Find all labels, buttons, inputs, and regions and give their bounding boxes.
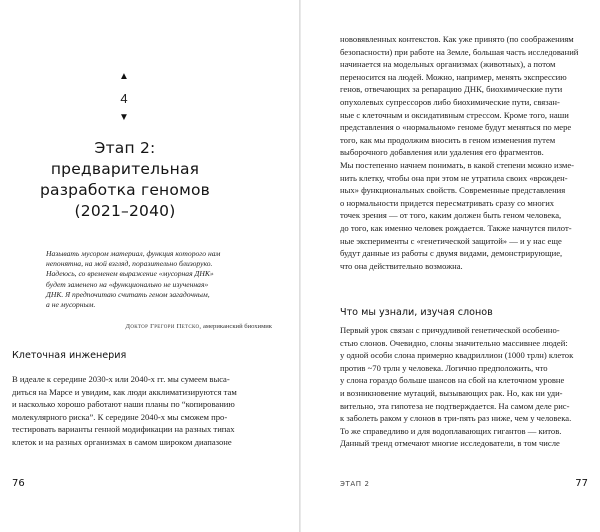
text-line: выборочного добавления или удаления его фрагментов. [340, 147, 544, 158]
text-line: молекулярного риска”. К середине 2040-х мы сможем про- [12, 411, 228, 422]
text-line: ные эксперименты с «генетической защитой» — и у нас еще [340, 235, 562, 246]
text-line: То же справедливо и для водоплавающих гигантов — китов. [340, 425, 562, 436]
right-page [301, 0, 600, 532]
text-line: диться на Марсе и увидим, как люди акклиматизируются там [12, 386, 237, 397]
section-heading: Клеточная инженерия [12, 350, 127, 361]
text-line: точек зрения — от того, каким должен быть геном человека, [340, 210, 562, 221]
chapter-marker [0, 72, 248, 123]
text-line: Мы постепенно начнем понимать, в какой степени можно изме- [340, 159, 575, 170]
chapter-title-line: предварительная [50, 160, 200, 178]
text-line: Первый урок связан с причудливой генетической особенно- [340, 325, 560, 335]
text-line: у слона гораздо больше шансов на сбой на клеточном уровне [340, 375, 565, 386]
page-number: 77 [575, 478, 588, 489]
epigraph-line: будет заменено на «функционально не изученная» [46, 279, 209, 289]
body-text [340, 33, 578, 272]
chapter-title-line: (2021–2040) [74, 202, 176, 220]
text-line: нововявленных контекстов. Как уже принято (по соображениям [340, 34, 574, 44]
epigraph-line: непонятна, на мой взгляд, поразительно близоруко. [46, 259, 213, 269]
text-line: стью слонов. Очевидно, слоны значительно массивнее людей: [340, 337, 568, 348]
text-line: и насколько хорошо работают наши планы по “копированию [12, 399, 235, 410]
running-head: ЭТАП 2 [340, 480, 370, 488]
page-number: 76 [12, 478, 25, 489]
text-line: опухолевых супрессоров либо биохимические пути, связан- [340, 96, 560, 107]
text-line: нить клетку, чтобы она при этом не утратила своих «врожден- [340, 172, 568, 183]
body-text [340, 324, 573, 450]
epigraph-attribution [60, 322, 272, 331]
epigraph-line: а не мусорным. [46, 300, 96, 310]
text-line: В идеале к середине 2030-х или 2040-х гг. мы сумеем высa- [12, 374, 230, 384]
text-line: вительно, эта гипотеза не подтверждается. На самом деле рис- [340, 400, 570, 411]
epigraph [46, 249, 270, 310]
body-text [12, 373, 237, 449]
chapter-number: 4 [120, 91, 128, 106]
text-line: представления о «нормальном» геноме будут меняться по мере [340, 122, 572, 133]
triangle-down-icon: ▼ [119, 112, 129, 123]
text-line: Данный тренд отмечают многие исследователи, в том числе [340, 438, 560, 449]
text-line: у одной особи слона примерно квадриллион (1000 трлн) клеток [340, 350, 574, 361]
chapter-title-line: Этап 2: [94, 139, 156, 157]
text-line: безопасности) при работе на Земле, большая часть исследований [340, 46, 579, 57]
text-line: к заболеть раком у слонов в три-пять раз ниже, чем у человека. [340, 413, 572, 424]
text-line: того, как мы продолжим вносить в геном изменения путем [340, 134, 556, 145]
epigraph-author: Доктор Грегори Петско, [125, 323, 202, 330]
text-line: ные с клеточным и оксидативным стрессом. Кроме того, наши [340, 109, 569, 120]
epigraph-line: ДНК. Я предпочитаю считать геном загадочным, [46, 289, 210, 299]
text-line: и возникновение мутаций, вызывающих рак. Но, как ни уди- [340, 387, 563, 398]
epigraph-line: Надеюсь, со временем выражение «мусорная ДНК» [46, 269, 214, 279]
text-line: что она действительно возможна. [340, 260, 463, 271]
text-line: начинается на модельных организмах (животных), а потом [340, 59, 556, 70]
triangle-up-icon: ▲ [119, 71, 129, 82]
text-line: ных» функциональных свойств. Современные представления [340, 185, 566, 196]
text-line: будут данные из работы с двумя видами, демонстрирующие, [340, 248, 563, 259]
section-heading: Что мы узнали, изучая слонов [340, 307, 493, 318]
chapter-title [0, 138, 250, 222]
text-line: о нормальности придется пересматривать сразу со многих [340, 197, 555, 208]
text-line: против ~70 трлн у человека. Логично предположить, что [340, 362, 548, 373]
epigraph-line: Называть мусором материал, функция которого нам [46, 249, 221, 258]
text-line: тестировать варианты генной модификации на разных типах [12, 424, 235, 435]
chapter-title-line: разработка геномов [40, 181, 210, 199]
epigraph-author-role: американский биохимик [203, 323, 272, 330]
text-line: переносится на людей. Можно, например, менять экспрессию [340, 71, 567, 82]
text-line: до того, как именно человек рождается. Также начнутся пилот- [340, 222, 572, 233]
text-line: клеток и на разных организмах в самом широком диапазоне [12, 436, 232, 447]
text-line: генов, отвечающих за репарацию ДНК, биохимические пути [340, 84, 563, 95]
left-page [0, 0, 299, 532]
